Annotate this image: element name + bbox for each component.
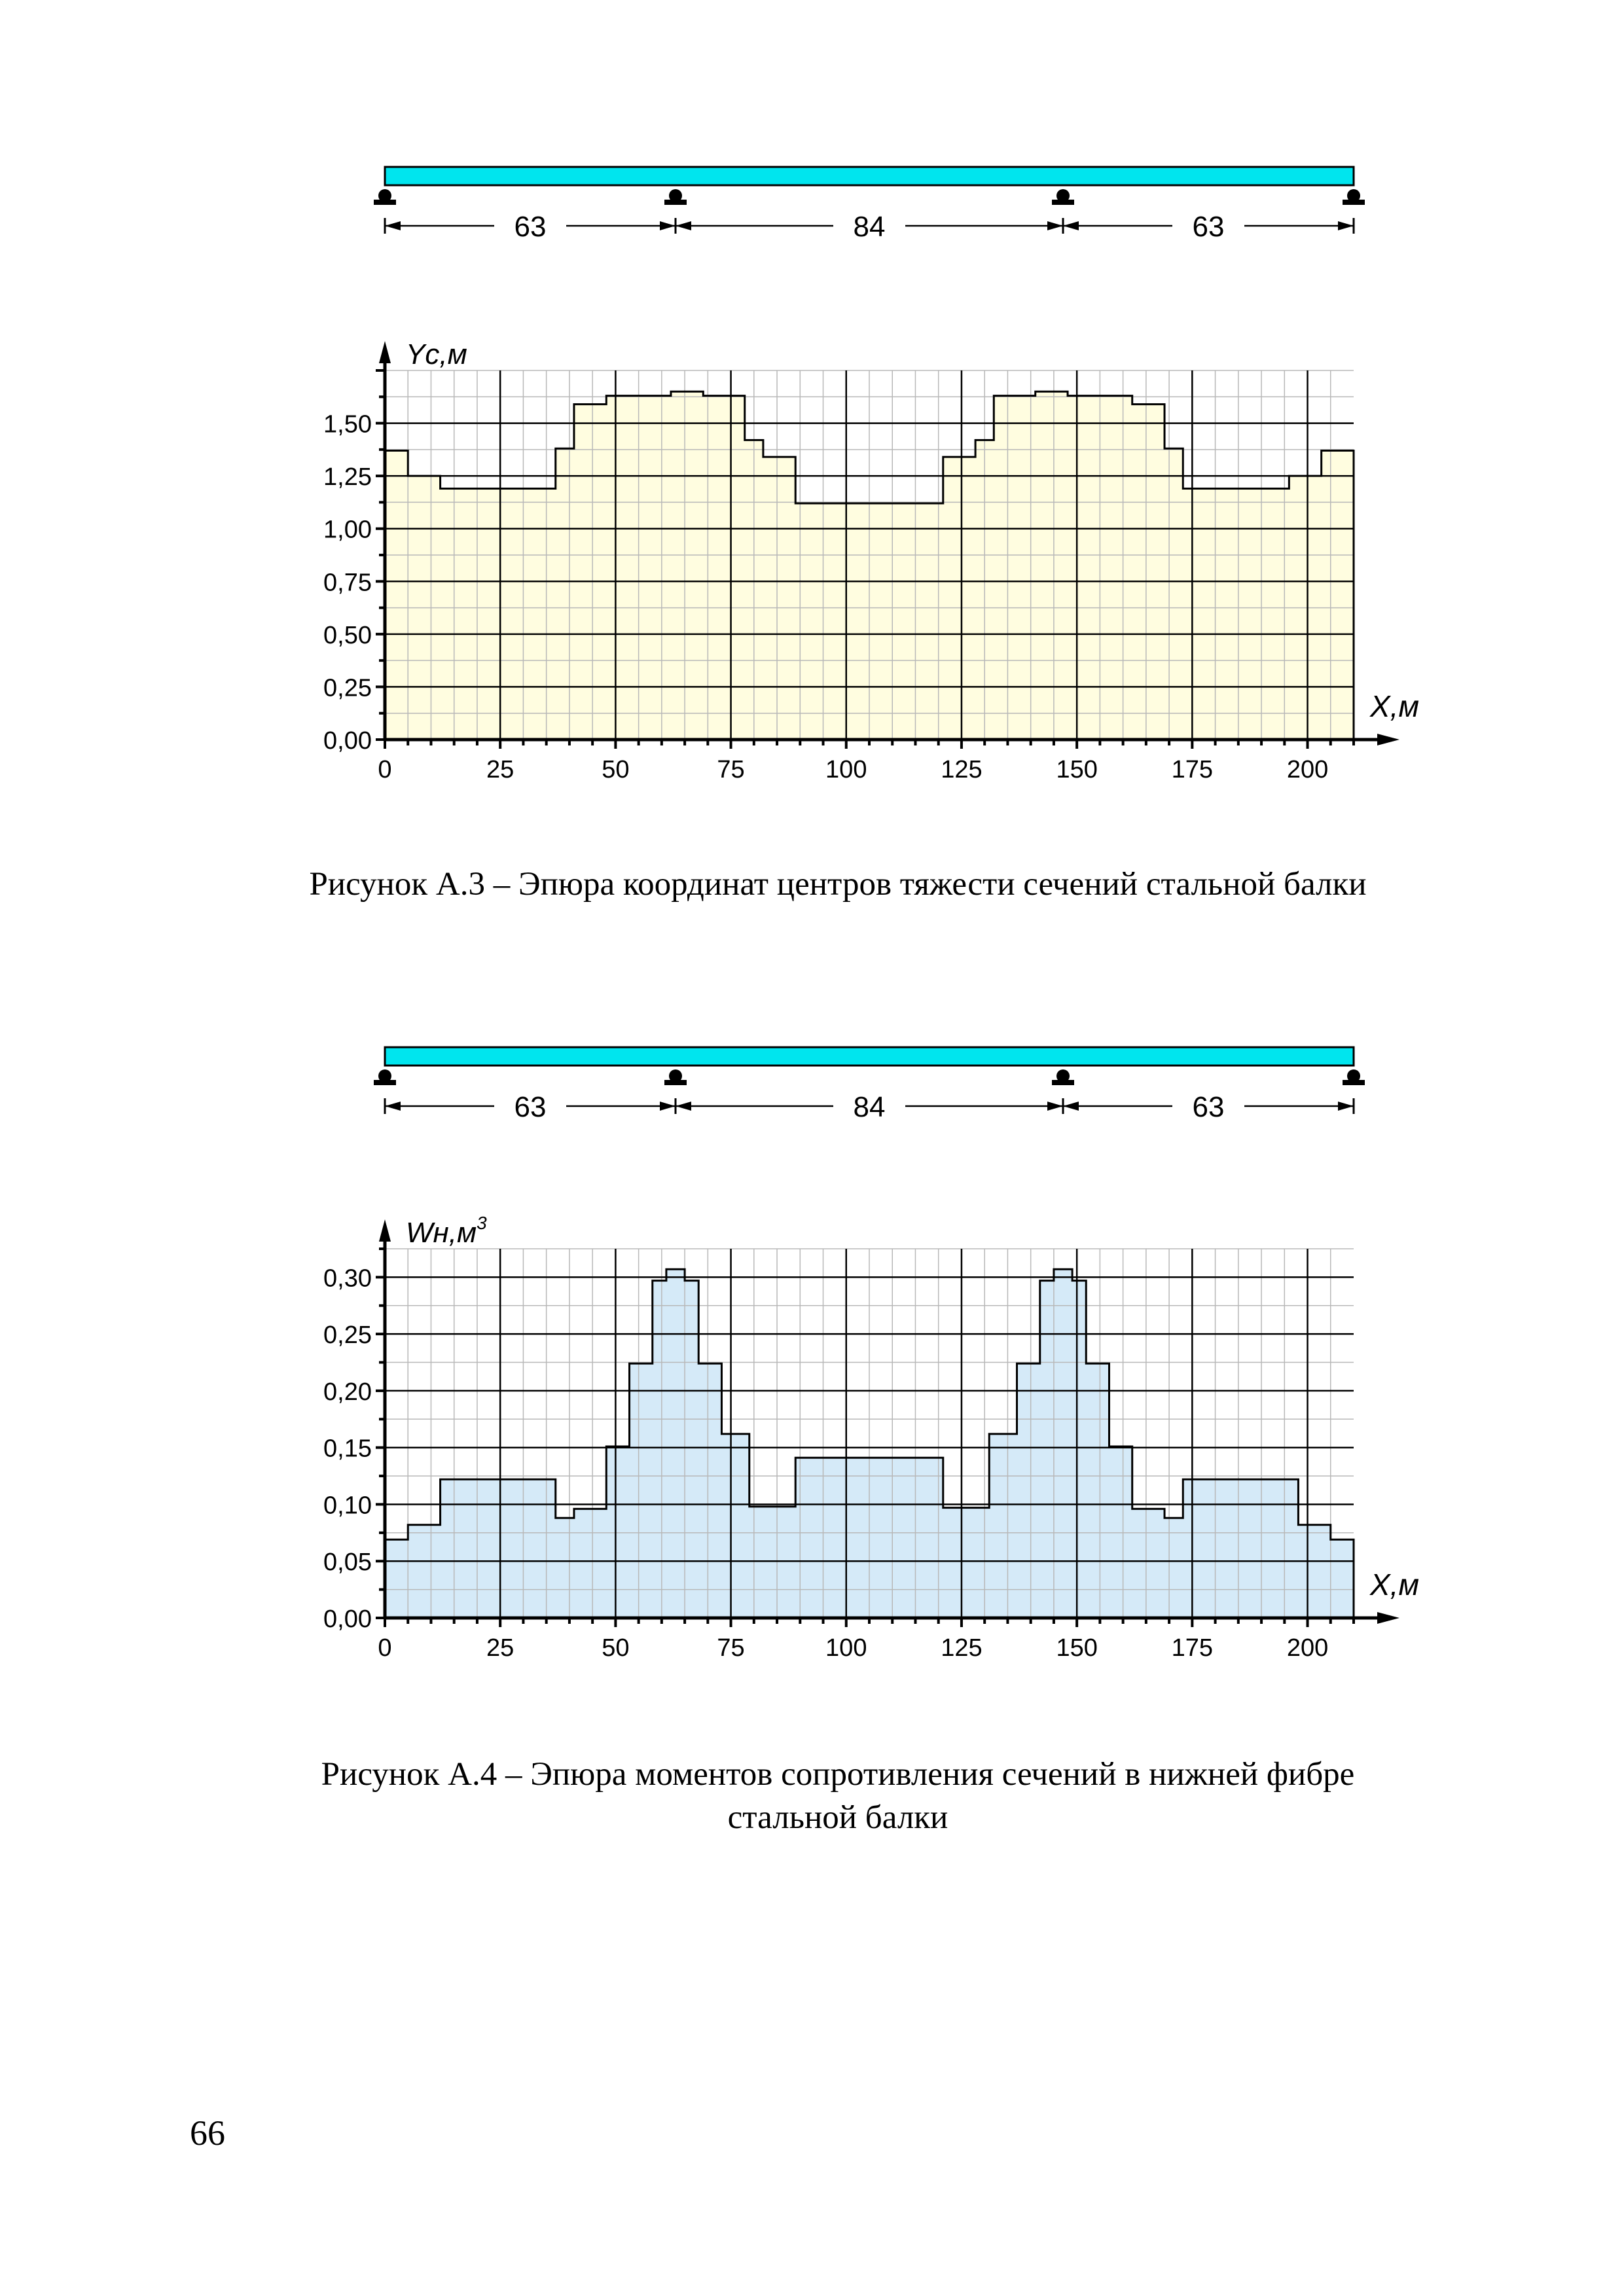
span-label: 63 [514, 211, 547, 243]
x-tick-label: 75 [717, 1634, 745, 1662]
support-base [374, 200, 396, 205]
y-axis-arrow [379, 1219, 391, 1242]
x-tick-label: 0 [378, 1634, 392, 1662]
span-label: 84 [853, 211, 886, 243]
dimension-arrow [385, 1102, 401, 1111]
beam [385, 167, 1354, 185]
y-axis-label: Yс,м [406, 338, 467, 370]
dimension-arrow [1063, 221, 1079, 230]
x-tick-label: 50 [602, 756, 630, 783]
support-icon [1052, 1069, 1074, 1085]
y-tick-label: 0,00 [323, 727, 372, 755]
x-tick-label: 50 [602, 1634, 630, 1662]
y-tick-label: 0,75 [323, 569, 372, 597]
x-tick-label: 150 [1056, 1634, 1098, 1662]
dimension-arrow [676, 221, 691, 230]
beam-scheme-top [374, 167, 1365, 243]
y-tick-label: 0,05 [323, 1549, 372, 1577]
dimension-arrow [660, 221, 676, 230]
x-axis-arrow [1377, 734, 1399, 745]
span-label: 84 [853, 1091, 886, 1123]
dimension-arrow [1338, 221, 1354, 230]
y-axis-label: $Wн,м^3$ [406, 1213, 487, 1249]
x-tick-label: 125 [941, 1634, 983, 1662]
support-base [374, 1080, 396, 1085]
beam-scheme-bottom [374, 1047, 1365, 1123]
support-icon [1343, 189, 1365, 205]
x-tick-label: 200 [1286, 756, 1329, 783]
support-base [1343, 200, 1365, 205]
support-icon [664, 1069, 687, 1085]
dimension-arrow [1063, 1102, 1079, 1111]
x-tick-label: 25 [486, 756, 514, 783]
y-tick-label: 0,25 [323, 674, 372, 702]
x-tick-label: 150 [1056, 756, 1098, 783]
x-tick-label: 125 [941, 756, 983, 783]
x-tick-label: 100 [825, 756, 867, 783]
y-tick-label: 1,25 [323, 463, 372, 492]
x-tick-label: 100 [825, 1634, 867, 1662]
support-icon [1052, 189, 1074, 205]
dimension-arrow [1047, 221, 1063, 230]
dimension-arrow [660, 1102, 676, 1111]
dimension-arrow [385, 221, 401, 230]
x-tick-label: 25 [486, 1634, 514, 1662]
y-axis-label-superscript: 3 [477, 1213, 487, 1233]
y-tick-label: 0,20 [323, 1378, 372, 1406]
y-tick-label: 0,50 [323, 621, 372, 649]
support-icon [1343, 1069, 1365, 1085]
y-tick-label: 1,50 [323, 410, 372, 439]
y-tick-label: 0,25 [323, 1321, 372, 1350]
x-tick-label: 175 [1171, 756, 1214, 783]
y-tick-label: 1,00 [323, 516, 372, 544]
support-base [1343, 1080, 1365, 1085]
x-tick-label: 200 [1286, 1634, 1329, 1662]
support-base [1052, 1080, 1074, 1085]
x-axis-label: X,м [1370, 689, 1419, 723]
dimension-arrow [1338, 1102, 1354, 1111]
figure-a4-caption-line1: Рисунок А.4 – Эпюра моментов сопротивления сечений в нижней фибре [321, 1756, 1355, 1793]
figure-a4-caption-line2: стальной балки [727, 1799, 948, 1836]
y-tick-label: 0,15 [323, 1435, 372, 1463]
span-label: 63 [1192, 211, 1225, 243]
x-axis-label: X,м [1370, 1568, 1419, 1602]
x-tick-label: 75 [717, 756, 745, 783]
page-number: 66 [190, 2113, 225, 2153]
support-base [664, 1080, 687, 1085]
chart-wn [323, 1213, 1419, 1662]
support-base [1052, 200, 1074, 205]
chart-yc [323, 338, 1419, 783]
x-tick-label: 0 [378, 756, 392, 783]
support-base [664, 200, 687, 205]
y-tick-label: 0,30 [323, 1265, 372, 1293]
dimension-arrow [1047, 1102, 1063, 1111]
dimension-arrow [676, 1102, 691, 1111]
span-label: 63 [514, 1091, 547, 1123]
x-tick-label: 175 [1171, 1634, 1214, 1662]
support-icon [374, 1069, 396, 1085]
y-axis-arrow [379, 341, 391, 363]
support-icon [664, 189, 687, 205]
support-icon [374, 189, 396, 205]
y-tick-label: 0,10 [323, 1492, 372, 1520]
y-tick-label: 0,00 [323, 1605, 372, 1633]
x-axis-arrow [1377, 1612, 1399, 1624]
beam [385, 1047, 1354, 1066]
figure-a3-caption: Рисунок А.3 – Эпюра координат центров тяжести сечений стальной балки [309, 866, 1367, 903]
span-label: 63 [1192, 1091, 1225, 1123]
